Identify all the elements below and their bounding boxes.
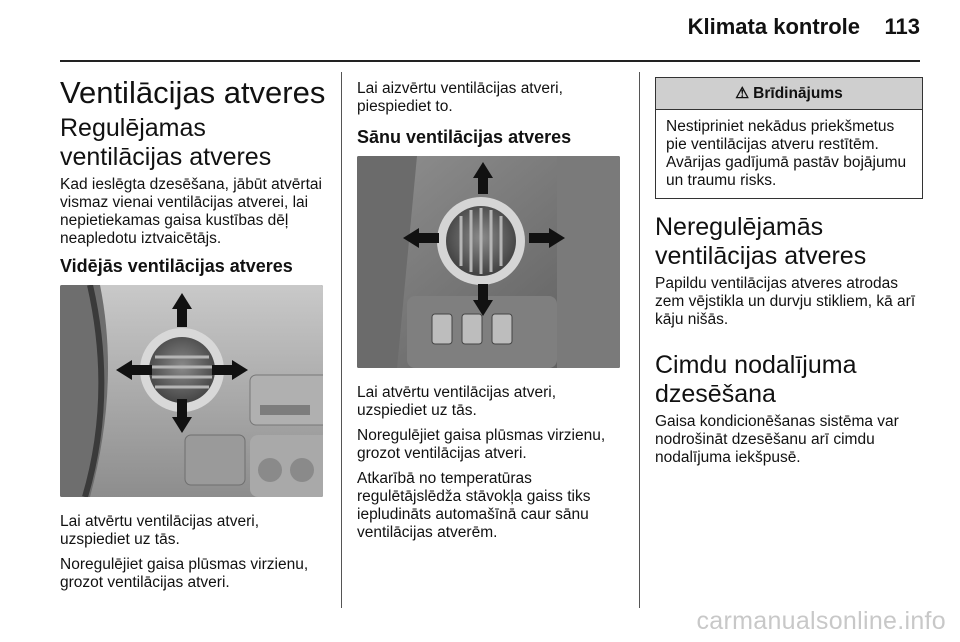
column-divider-1: [341, 72, 342, 608]
center-vent-illustration: [60, 285, 323, 497]
watermark: carmanualsonline.info: [696, 607, 946, 635]
paragraph-open-side: Lai atvērtu ventilācijas atveri, uzspiediet uz tās.: [357, 384, 557, 419]
paragraph-adjust-side: Noregulējiet gaisa plūsmas virzienu, grozot ventilācijas atveri.: [357, 427, 606, 462]
running-header-title: Klimata kontrole: [687, 14, 860, 39]
warning-title: Brīdinājums: [753, 85, 843, 102]
section-heading: Ventilācijas atveres: [60, 75, 326, 110]
side-vent-illustration: [357, 156, 620, 368]
glovebox-heading: Cimdu nodalījuma dzesēšana: [655, 351, 857, 408]
column-3: [655, 72, 923, 474]
paragraph-intro: Kad ieslēgta dzesēšana, jābūt atvērtai vismaz vienai ventilācijas atverei, lai nepietiekamas gaisa kustības dēļ neapledotu iztvaicētājs.: [60, 176, 322, 247]
paragraph-temperature: Atkarībā no temperatūras regulētājslēdža stāvokļa gaiss tiks iepludināts automašīnā caur sānu ventilācijas atverēm.: [357, 470, 591, 541]
column-2: [357, 72, 625, 549]
warning-text: Nestipriniet nekādus priekšmetus pie ventilācijas atveru restītēm. Avārijas gadījumā pastāv bojājumu un traumu risks.: [666, 118, 907, 189]
warning-box: [655, 77, 923, 199]
column-divider-2: [639, 72, 640, 608]
center-vents-heading: Vidējās ventilācijas atveres: [60, 256, 293, 276]
paragraph-glovebox: Gaisa kondicionēšanas sistēma var nodrošināt dzesēšanu arī cimdu nodalījuma iekšpusē.: [655, 413, 899, 466]
paragraph-fixed-vents: Papildu ventilācijas atveres atrodas zem vējstikla un durvju stikliem, kā arī kāju nišās.: [655, 275, 916, 328]
side-vents-heading: Sānu ventilācijas atveres: [357, 127, 572, 147]
warning-body: [656, 110, 922, 198]
page-number: 113: [884, 14, 920, 39]
subsection-heading: Regulējamas ventilācijas atveres: [60, 114, 272, 171]
paragraph-open-center: Lai atvērtu ventilācijas atveri, uzspiediet uz tās.: [60, 513, 260, 548]
warning-icon: ⚠: [735, 85, 750, 102]
warning-header: [656, 78, 922, 110]
fixed-vents-heading: Neregulējamās ventilācijas atveres: [655, 213, 867, 270]
side-vent-image: [357, 156, 620, 368]
paragraph-close: Lai aizvērtu ventilācijas atveri, piespiediet to.: [357, 80, 563, 115]
header-rule: [60, 60, 920, 62]
column-1: [60, 72, 328, 599]
center-vent-image: [60, 285, 323, 497]
paragraph-adjust-center: Noregulējiet gaisa plūsmas virzienu, grozot ventilācijas atveri.: [60, 556, 309, 591]
